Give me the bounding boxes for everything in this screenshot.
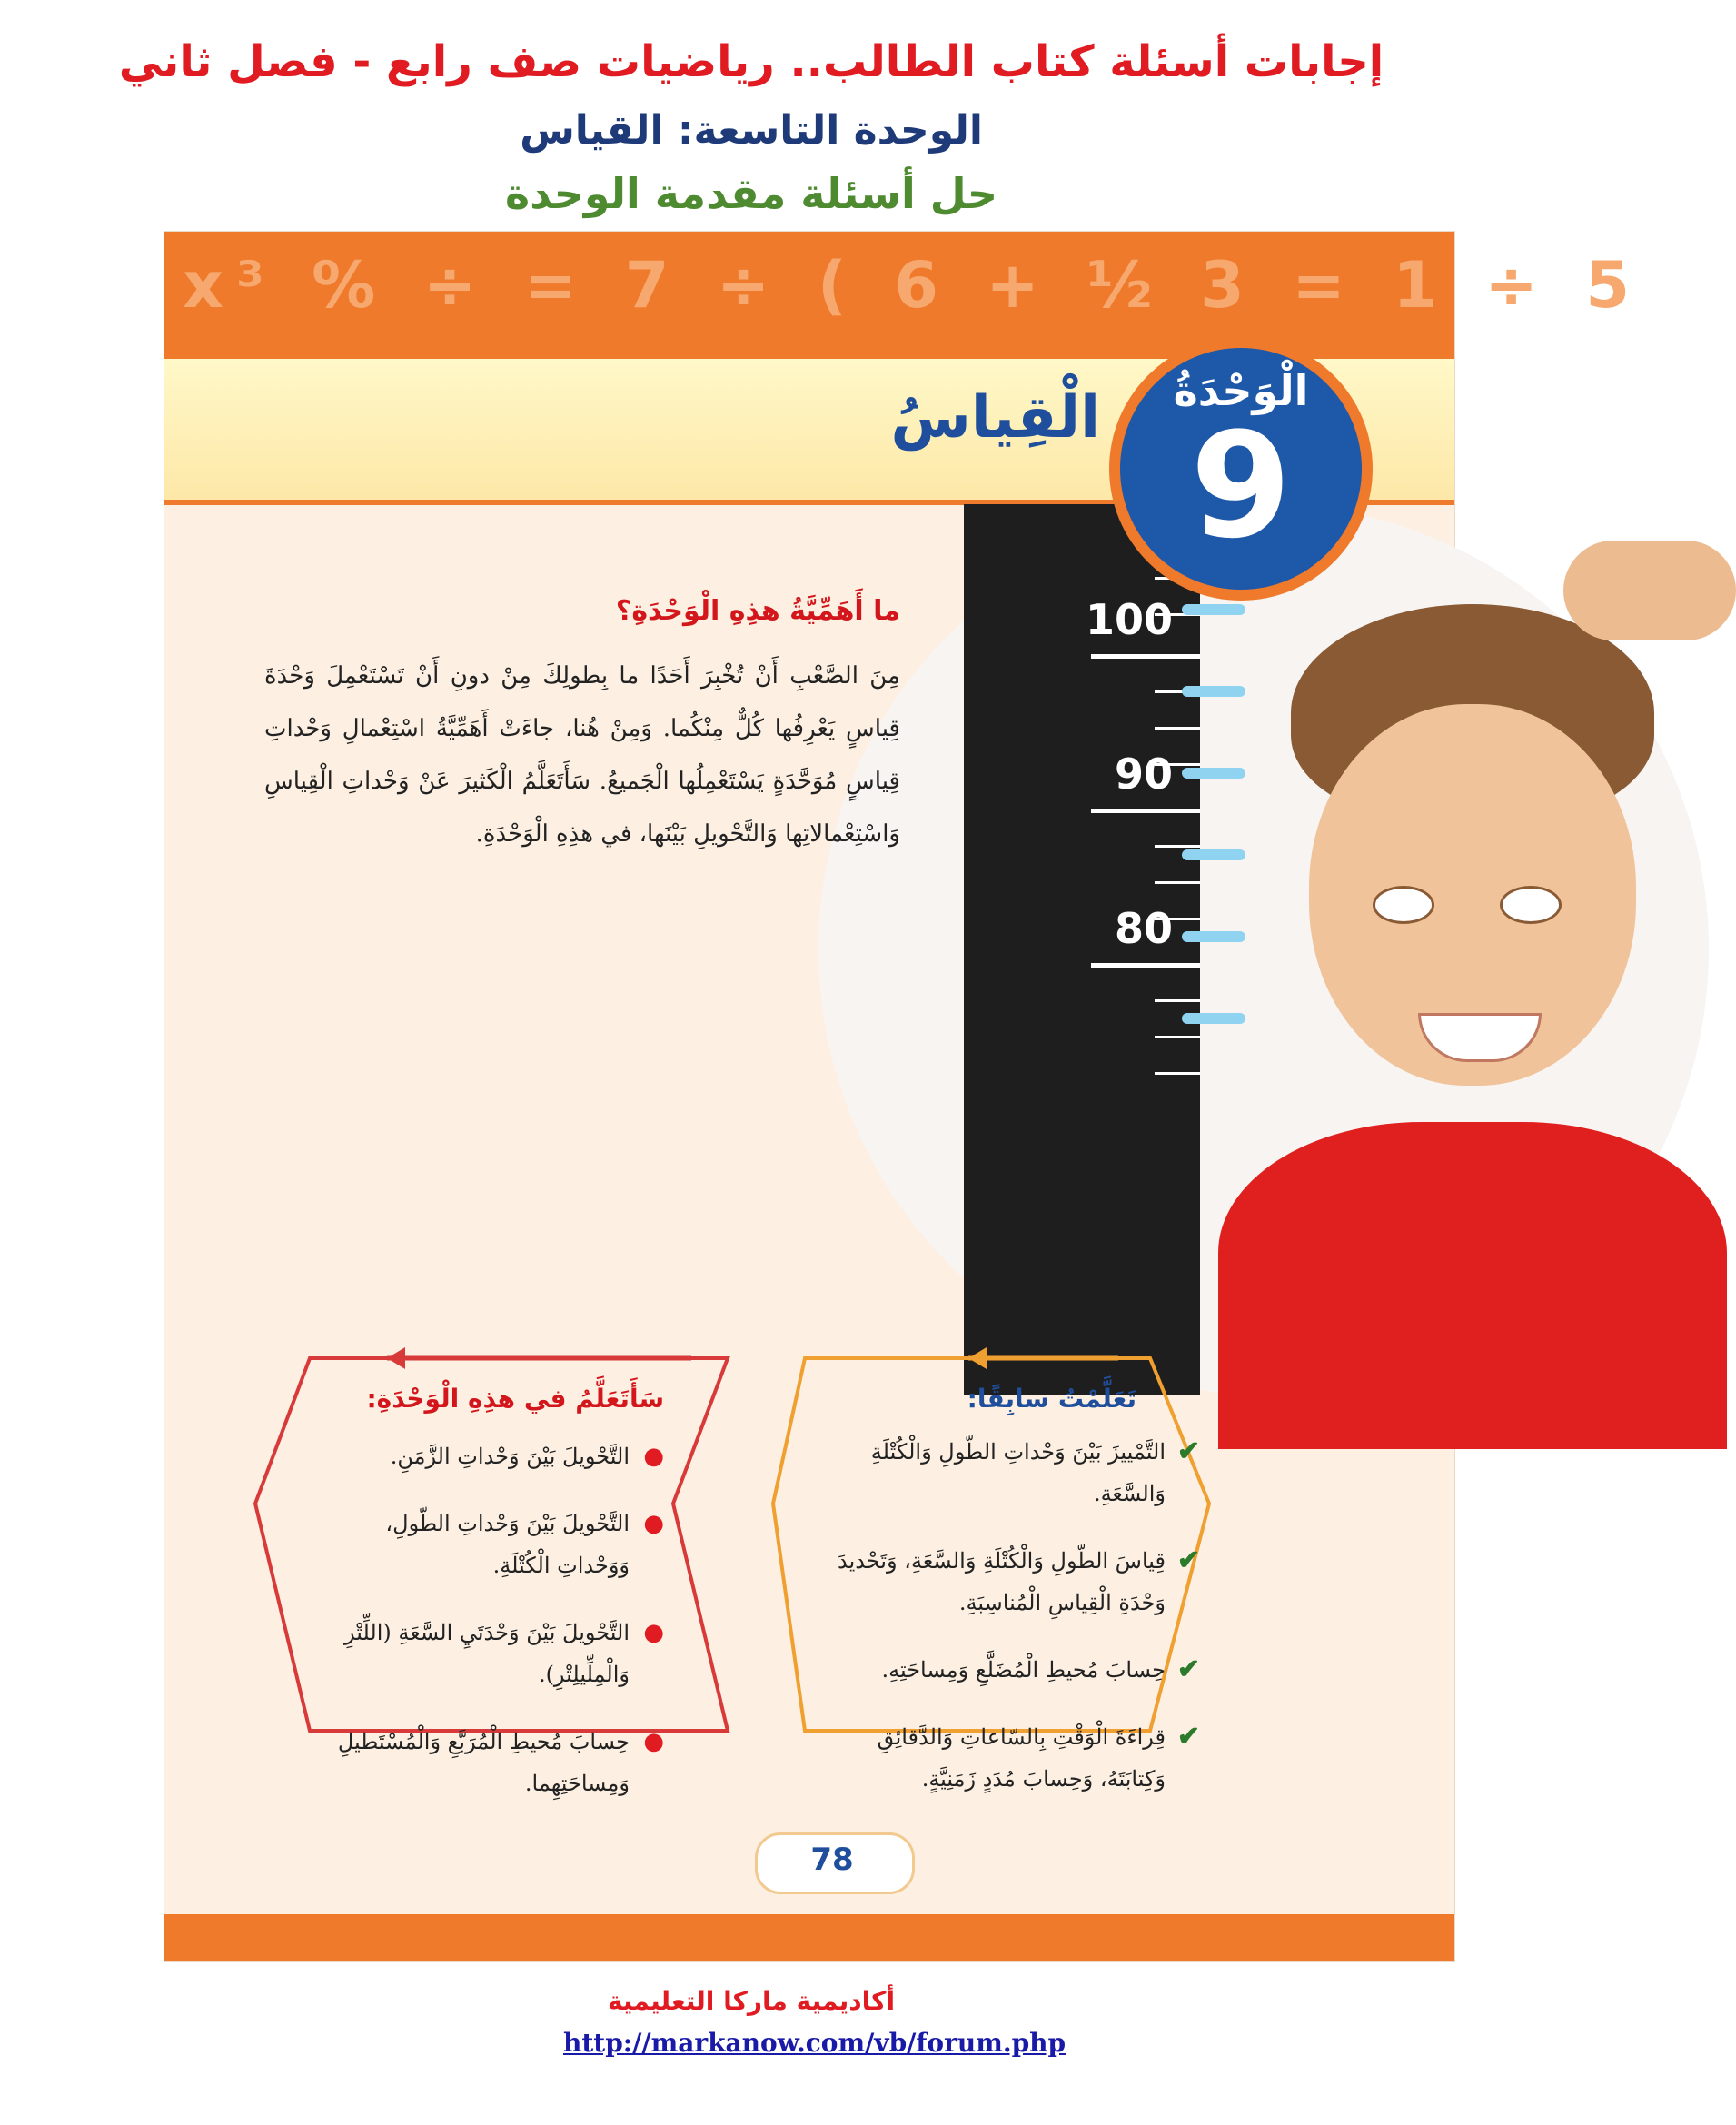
unit-word: الْوَحْدَةُ — [1173, 366, 1309, 415]
unit-title: الْقِياسُ — [890, 384, 1100, 452]
learned-item: ✔ قِراءَةَ الْوَقْتِ بِالسّاعاتِ وَالدَّقائِقِ وَكِتابَتَهُ، وَحِسابَ مُدَدٍ زَمَنِيَّةٍ. — [837, 1716, 1200, 1800]
checkmark-icon: ✔ — [1176, 1544, 1200, 1576]
red-dot-icon: ● — [643, 1728, 664, 1755]
learn-item: ● حِسابَ مُحيطِ الْمُرَبَّعِ وَالْمُسْتَطيلِ وَمِساحَتِهِما. — [328, 1721, 664, 1804]
will-learn-title: سَأَتَعَلَّمُ في هذِهِ الْوَحْدَةِ: — [366, 1384, 664, 1414]
will-learn-list — [328, 1435, 664, 1830]
learned-item: ✔ التَّمْييزَ بَيْنَ وَحْداتِ الطّولِ وَالْكُتْلَةِ وَالسَّعَةِ. — [837, 1431, 1200, 1514]
importance-body: مِنَ الصَّعْبِ أَنْ تُخْبِرَ أَحَدًا ما بِطولِكَ مِنْ دونِ أَنْ تَسْتَعْمِلَ وَحْدَةَ قِياسٍ يَعْرِفُها كُلٌّ مِنْكُما. وَمِنْ هُنا، جاءَتْ أَهَمِّيَّةُ اسْتِعْمالِ وَحْداتِ قِياسٍ مُوَحَّدَةٍ يَسْتَعْمِلُها الْجَميعُ. سَأَتَعَلَّمُ الْكَثيرَ عَنْ وَحْداتِ الْقِياسِ وَاسْتِعْمالاتِها وَالتَّحْويلِ بَيْنَها، في هذِهِ الْوَحْدَةِ. — [264, 662, 900, 848]
learned-item: ✔ قِياسَ الطّولِ وَالْكُتْلَةِ وَالسَّعَةِ، وَتَحْديدَ وَحْدَةِ الْقِياسِ الْمُناسِبَةِ. — [837, 1540, 1200, 1624]
unit-number: 9 — [1190, 401, 1292, 571]
footer-forum-link[interactable]: http://markanow.com/vb/forum.php — [563, 2028, 1066, 2058]
header-title: إجابات أسئلة كتاب الطالب.. رياضيات صف رابع - فصل ثاني — [118, 36, 1384, 87]
footer-academy: أكاديمية ماركا التعليمية — [607, 1986, 896, 2016]
hand-on-head — [1563, 541, 1736, 640]
red-dot-icon: ● — [643, 1619, 664, 1646]
ruler-label-80: 80 — [1114, 904, 1173, 953]
learned-item: ✔ حِسابَ مُحيطِ الْمُضَلَّعِ وَمِساحَتِهِ. — [837, 1649, 1200, 1691]
red-dot-icon: ● — [643, 1510, 664, 1537]
page-number: 78 — [810, 1842, 854, 1878]
learned-before-title: تَعَلَّمْتُ سابِقًا: — [967, 1384, 1136, 1414]
unit-subtitle: الوحدة التاسعة: القياس — [520, 107, 983, 154]
learned-arrow-head — [968, 1347, 987, 1369]
right-eye — [1500, 886, 1562, 924]
checkmark-icon: ✔ — [1176, 1721, 1200, 1753]
learn-item: ● التَّحْويلَ بَيْنَ وَحْدَتَيِ السَّعَةِ (اللِّتْرِ وَالْمِلِّيلِتْرِ). — [328, 1612, 664, 1695]
checkmark-icon: ✔ — [1176, 1435, 1200, 1467]
math-symbols-decoration: x³ % ÷ = 7 ÷ ( 6 + ½ 3 = 1 ÷ 5 — [183, 248, 1643, 323]
bottom-orange-band — [164, 1914, 1454, 1961]
section-subtitle: حل أسئلة مقدمة الوحدة — [504, 169, 997, 218]
learn-arrow-head — [387, 1347, 405, 1369]
learned-before-list — [837, 1431, 1200, 1825]
checkmark-icon: ✔ — [1176, 1653, 1200, 1685]
importance-title: ما أَهَمِّيَّةُ هذِهِ الْوَحْدَةِ؟ — [615, 595, 900, 627]
learn-item: ● التَّحْويلَ بَيْنَ وَحْداتِ الزَّمَنِ. — [328, 1435, 664, 1477]
red-dot-icon: ● — [643, 1443, 664, 1470]
ruler-label-100: 100 — [1085, 595, 1173, 644]
textbook-page — [164, 231, 1643, 1962]
learn-item: ● التَّحْويلَ بَيْنَ وَحْداتِ الطّولِ، وَوَحْداتِ الْكُتْلَةِ. — [328, 1503, 664, 1586]
ruler-label-90: 90 — [1114, 750, 1173, 799]
